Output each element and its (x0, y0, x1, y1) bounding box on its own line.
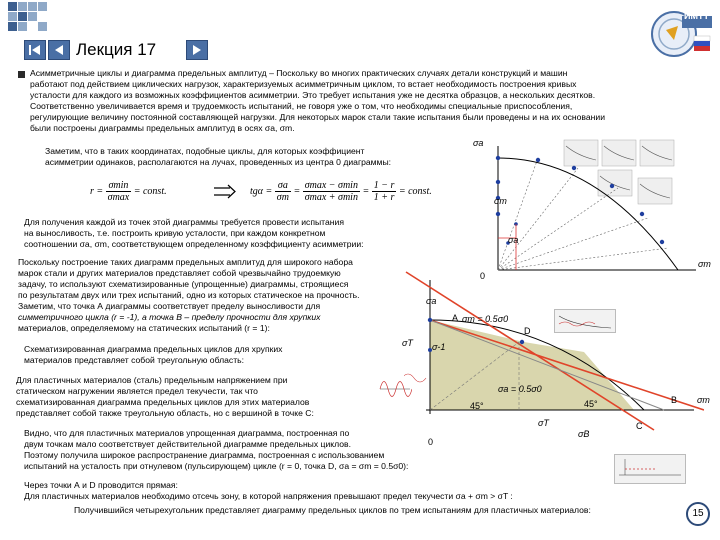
paragraph-line: Для пластичных материалов (сталь) предельным напряжением при (16, 375, 288, 385)
limit-amplitude-diagram (478, 138, 700, 280)
axis-x-label-mid: σm (494, 196, 507, 206)
point-a-value: σm = 0.5σ0 (462, 314, 509, 324)
header-square (8, 2, 17, 11)
logo-text: ИМТТ (684, 11, 709, 21)
point-b-label: B (671, 395, 678, 405)
sigma-minus1-label: σ-1 (432, 342, 446, 352)
first-page-button[interactable] (24, 40, 46, 60)
paragraph-line: были построены диаграммы предельных амплитуд в осях σa, σm. (30, 123, 295, 133)
paragraph-line: по результатам двух или трех испытаний, одно из которых статическое на прочность. (18, 290, 360, 300)
paragraph-line: Поскольку построение таких диаграмм предельных амплитуд для широкого набора (18, 257, 353, 267)
paragraph-line: испытаний на усталость при отнулевом (пульсирующем) цикле (r = 0, точка D, σa = σm = 0.5σ0): (24, 461, 409, 471)
origin-bottom-label: 0 (428, 437, 434, 447)
next-page-button[interactable] (186, 40, 208, 60)
paragraph-line: усталости для каждого из возможных коэффициентов асимметрии. Это требует испытания уже не десятка образцов, а нескольких десятков. (30, 90, 596, 100)
formula-tg: tgα = $\frac{\sigma a}{\sigma m}$ = $\frac{\sigma\max - \sigma\min}{\sigma\max + \sigma\min}$ = $\frac{1 - r}{1 + r}$ = const. (250, 180, 432, 203)
paragraph-line: работают под действием циклических нагрузок, характеризуемых асимметричным циклом, то встает необходимость построения кривых (30, 79, 577, 89)
paragraph-line: Схематизированная диаграмма предельных циклов для хрупких (24, 344, 283, 354)
paragraph-line: Через точки А и D проводится прямая: (24, 480, 178, 490)
axis-x-label: σm (698, 259, 711, 269)
header-square (28, 2, 37, 11)
arrow-right-icon (187, 41, 207, 59)
angle-left-label: 45° (470, 401, 484, 411)
paragraph-line: симметричного цикла (r = -1), а точка В – пределу прочности для хрупких (18, 312, 321, 322)
sigma-t-bottom-label: σT (538, 418, 549, 428)
lecture-title: Лекция 17 (76, 40, 157, 59)
origin-label: 0 (480, 271, 486, 281)
point-d-label: D (524, 326, 531, 336)
page-number: 15 (686, 502, 710, 526)
header-square (8, 12, 17, 21)
paragraph-line: Для пластичных материалов необходимо отсечь зону, в которой напряжения превышают предел текучести σa + σm > σT : (24, 491, 513, 501)
paragraph-line: задачу, то используют схематизированные (упрощенные) диаграммы, строящиеся (18, 279, 349, 289)
paragraph-line: материалов представляет собой треугольную область: (24, 355, 244, 365)
angle-right-label: 45° (584, 399, 598, 409)
final-line: Получившийся четырехугольник представляет диаграмму предельных циклов по трем испытаниям для пластичных материалов: (74, 505, 591, 515)
paragraph-line: соотношении σa, σm, соответствующем определенному коэффициенту асимметрии: (24, 239, 364, 249)
header-square (18, 12, 27, 21)
paragraph-line: Заметим, что точка А диаграммы соответствует пределу выносливости для (18, 301, 321, 311)
bullet (18, 71, 25, 78)
header-square (38, 22, 47, 31)
point-label: σa (508, 235, 519, 245)
sigma-b-bottom-label: σB (578, 429, 590, 439)
header-square (18, 2, 27, 11)
sigma-a-half-label: σa = 0.5σ0 (498, 384, 542, 394)
paragraph-line: Заметим, что в таких координатах, подобные циклы, для которых коэффициент (45, 146, 365, 156)
sigma-t-left-label: σT (402, 338, 413, 348)
arrow-left-icon (49, 41, 69, 59)
paragraph-line: Видно, что для пластичных материалов упрощенная диаграмма, построенная по (24, 428, 350, 438)
paragraph-line: марок стали и других материалов представляет собой чрезвычайно трудоемкую (18, 268, 341, 278)
paragraph-line: Асимметричные циклы и диаграмма предельных амплитуд – Поскольку во многих практических случаях детали конструкций и машин (30, 68, 568, 78)
previous-page-button[interactable] (48, 40, 70, 60)
axis-y-label-2: σa (426, 296, 437, 306)
paragraph-line: двум точкам мало соответствует действительной диаграмме предельных циклов. (24, 439, 351, 449)
cycle-wave-sketch (378, 364, 412, 414)
paragraph-line: представляет собой также треугольную область, но с вершиной в точке С: (16, 408, 314, 418)
header-square (38, 2, 47, 11)
paragraph-line: Для получения каждой из точек этой диаграммы требуется провести испытания (24, 217, 344, 227)
axis-y-label: σa (473, 138, 484, 148)
skip-back-icon (25, 41, 45, 59)
header-square (18, 22, 27, 31)
point-a-label: A (452, 313, 459, 323)
schematized-diagram (404, 270, 704, 445)
formula-r: r = $\frac{\sigma\min}{\sigma\max}$ = const. (90, 180, 167, 203)
paragraph-line: статическом нагружении является предел текучести, так что (16, 386, 258, 396)
paragraph-line: Соответственно увеличивается время и трудоемкость испытаний, не говоря уже о том, что необходимы специальные приспособления, (30, 101, 573, 111)
paragraph-line: Поэтому получила широкое распространение диаграмма, построенная с использованием (24, 450, 385, 460)
fatigue-curve-thumbnails (564, 140, 674, 204)
paragraph-line: схематизированная диаграмма предельных циклов для этих материалов (16, 397, 310, 407)
paragraph-line: асимметрии одинаков, располагаются на лучах, проведенных из центра 0 диаграммы: (45, 157, 392, 167)
paragraph-line: материалов, определяемому на статических испытаний (r = 1): (18, 323, 270, 333)
point-c-label: C (636, 421, 643, 431)
header-square (28, 12, 37, 21)
axis-x-label-2: σm (697, 395, 710, 405)
implies-arrow-icon (212, 183, 238, 201)
cycle-inset-bottom (614, 454, 686, 484)
paragraph-line: на выносливость, т.е. построить кривую усталости, при каждом конкретном (24, 228, 326, 238)
header-square (8, 22, 17, 31)
paragraph-line: регулирующие величину постоянной составляющей нагрузки. Для некоторых марок стали такие испытания были проведены и на их основании (30, 112, 606, 122)
